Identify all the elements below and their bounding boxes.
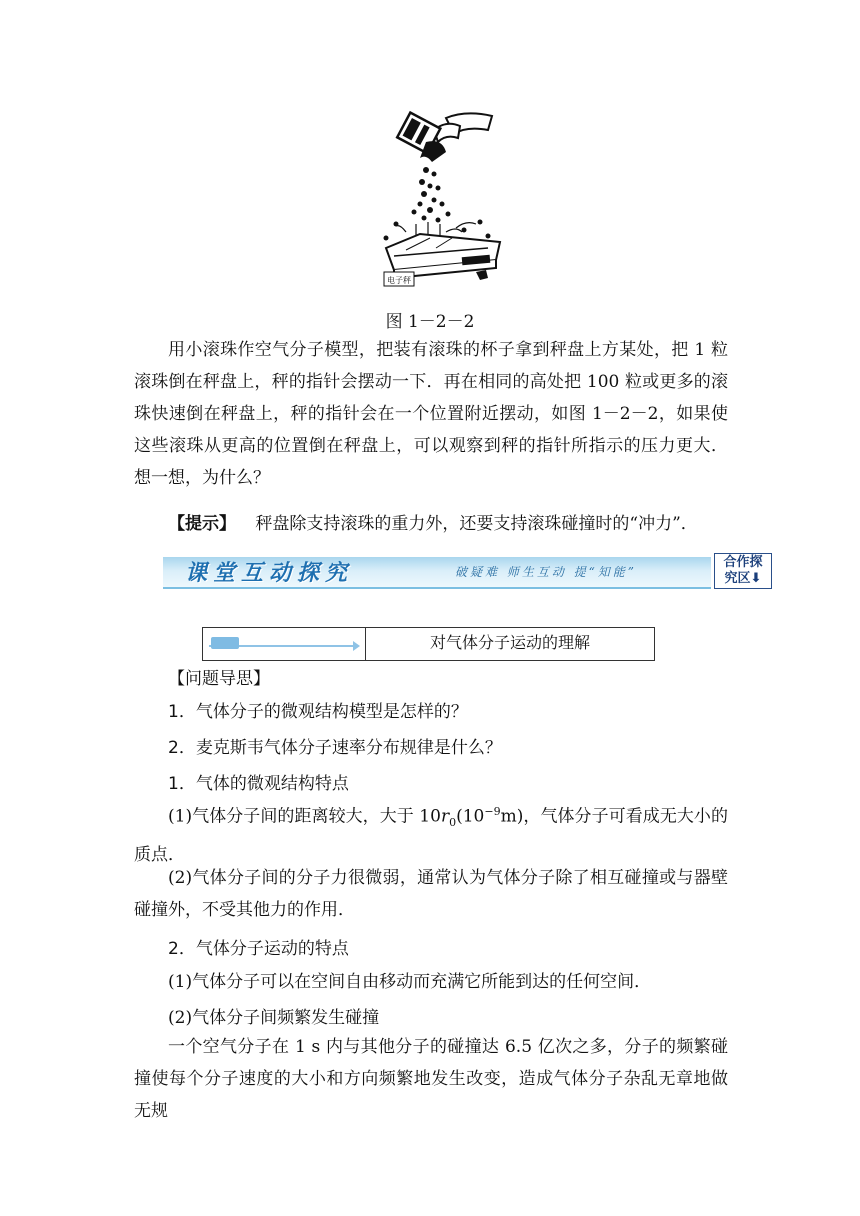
banner-badge <box>714 553 772 589</box>
topic-title: 对气体分子运动的理解 <box>429 633 590 652</box>
point1-text-b: m)，气体分子可看成无大小的质点． <box>134 806 728 866</box>
section-banner <box>163 553 773 591</box>
r-symbol: r <box>440 806 450 827</box>
arrow-tag <box>211 637 239 649</box>
hint <box>168 509 698 534</box>
banner-subtitle: 破疑难 师生互动 提“知能” <box>455 565 637 579</box>
exponent: −9 <box>484 805 501 818</box>
badge-line2: 究区⬇ <box>724 571 762 586</box>
hint-label: 【提示】 <box>168 514 236 534</box>
scale-illustration <box>376 108 504 298</box>
guide-question-1: 1．气体分子的微观结构模型是怎样的？ <box>168 702 468 722</box>
point1-text-a: (1)气体分子间的距离较大，大于 10 <box>168 806 441 827</box>
topic-arrow-cell <box>203 628 366 660</box>
hint-text: 秤盘除支持滚珠的重力外，还要支持滚珠碰撞时的“冲力”． <box>255 514 698 534</box>
section2-point1: (1)气体分子可以在空间自由移动而充满它所能到达的任何空间． <box>168 972 652 992</box>
section1-heading: 1．气体的微观结构特点 <box>168 774 349 794</box>
banner-title: 课堂互动探究 <box>185 560 354 586</box>
arrow-right-icon <box>353 641 360 651</box>
section1-point2: (2)气体分子间的分子力很微弱，通常认为气体分子除了相互碰撞或与器壁碰撞外，不受其他力的作用． <box>134 868 728 920</box>
topic-box <box>202 627 655 661</box>
section2-point2: (2)气体分子间频繁发生碰撞 <box>168 1008 380 1028</box>
section1-point1 <box>134 796 728 871</box>
figure-caption: 图 1－2－2 <box>385 312 475 332</box>
badge-line1: 合作探 <box>723 555 763 570</box>
guide-question-2: 2．麦克斯韦气体分子速率分布规律是什么？ <box>168 738 502 758</box>
point1-paren: (10 <box>456 806 485 827</box>
section2-heading: 2．气体分子运动的特点 <box>168 939 349 959</box>
guide-heading: 【问题导思】 <box>168 669 270 689</box>
scale-label: 电子秤 <box>387 276 411 285</box>
r-subscript: 0 <box>449 816 457 830</box>
intro-paragraph: 用小滚珠作空气分子模型，把装有滚珠的杯子拿到秤盘上方某处，把 1 粒滚珠倒在秤盘上，秤的指针会摆动一下．再在相同的高处把 100 粒或更多的滚珠快速倒在秤盘上，秤的指针会在一个位置附近摆动，如图 1－2－2，如果使这些滚珠从更高的位置倒在秤盘上，可以观察到秤的指针所指示的压力更大．想一想，为什么？ <box>134 340 728 488</box>
section2-paragraph: 一个空气分子在 1 s 内与其他分子的碰撞达 6.5 亿次之多，分子的频繁碰撞使每个分子速度的大小和方向频繁地发生改变，造成气体分子杂乱无章地做无规 <box>134 1037 728 1121</box>
